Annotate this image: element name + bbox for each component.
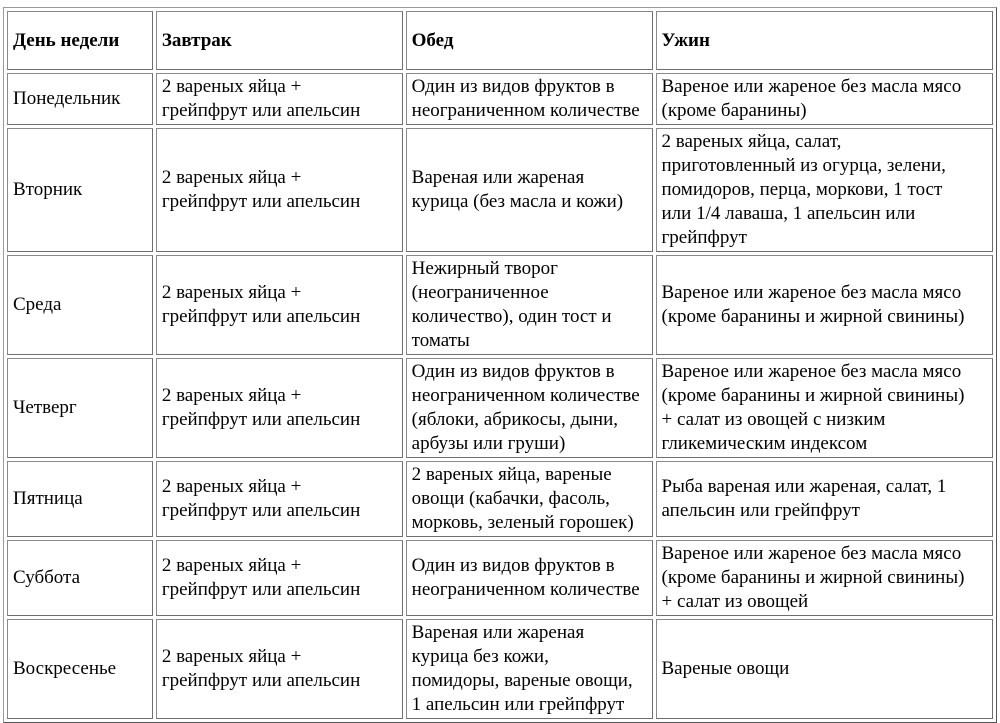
cell-line: 2 вареных яйца + <box>161 282 302 303</box>
cell-line: 2 вареных яйца + <box>161 385 302 406</box>
cell-line: Рыба вареная или жареная, салат, 1 <box>661 476 947 497</box>
cell-line: грейпфрут или апельсин <box>161 306 361 327</box>
cell-line: Вареное или жареное без масла мясо <box>661 282 962 303</box>
cell-line: гликемическим индексом <box>661 433 868 454</box>
header-day: День недели <box>7 11 153 70</box>
cell-line: (неограниченное <box>411 282 549 303</box>
cell-day: Воскресенье <box>7 619 153 719</box>
cell-line: Вареная или жареная <box>411 167 585 188</box>
cell-line: курица без кожи, <box>411 646 549 667</box>
cell-line: (кроме баранины и жирной свинины) <box>661 385 965 406</box>
cell-line: 1 апельсин или грейпфрут <box>411 694 625 715</box>
cell-breakfast <box>156 255 403 355</box>
cell-line: Один из видов фруктов в <box>411 76 615 97</box>
cell-line: Вареное или жареное без масла мясо <box>661 543 962 564</box>
cell-dinner <box>656 255 994 355</box>
cell-line: грейпфрут или апельсин <box>161 500 361 521</box>
cell-line: (кроме баранины и жирной свинины) <box>661 567 965 588</box>
diet-menu-table <box>3 7 997 723</box>
table-header-row <box>7 11 993 70</box>
cell-day: Понедельник <box>7 73 153 125</box>
table-row <box>7 619 993 719</box>
table-row <box>7 358 993 458</box>
cell-line: 2 вареных яйца, вареные <box>411 464 612 485</box>
cell-line: помидоры, вареные овощи, <box>411 670 633 691</box>
cell-line: Вареное или жареное без масла мясо <box>661 76 962 97</box>
cell-breakfast <box>156 358 403 458</box>
cell-line: Вареное или жареное без масла мясо <box>661 361 962 382</box>
cell-breakfast <box>156 540 403 616</box>
header-dinner: Ужин <box>656 11 994 70</box>
cell-line: грейпфрут или апельсин <box>161 191 361 212</box>
cell-line: неограниченном количестве <box>411 100 640 121</box>
cell-line: (кроме баранины и жирной свинины) <box>661 306 965 327</box>
cell-dinner <box>656 540 994 616</box>
cell-line: арбузы или груши) <box>411 433 566 454</box>
cell-day: Пятница <box>7 461 153 537</box>
table-row <box>7 73 993 125</box>
cell-line: количество), один тост и <box>411 306 612 327</box>
cell-lunch <box>406 128 653 252</box>
cell-day: Суббота <box>7 540 153 616</box>
cell-day: Вторник <box>7 128 153 252</box>
cell-breakfast <box>156 128 403 252</box>
cell-line: помидоров, перца, моркови, 1 тост <box>661 179 943 200</box>
cell-day: Четверг <box>7 358 153 458</box>
cell-line: неограниченном количестве <box>411 385 640 406</box>
cell-line: грейпфрут или апельсин <box>161 670 361 691</box>
cell-line: Вареная или жареная <box>411 622 585 643</box>
table-body <box>7 73 993 719</box>
table-row <box>7 540 993 616</box>
cell-line: 2 вареных яйца + <box>161 167 302 188</box>
cell-dinner <box>656 619 994 719</box>
table-row <box>7 461 993 537</box>
cell-line: грейпфрут или апельсин <box>161 579 361 600</box>
table-row <box>7 255 993 355</box>
cell-line: 2 вареных яйца + <box>161 646 302 667</box>
cell-line: 2 вареных яйца + <box>161 76 302 97</box>
cell-line: овощи (кабачки, фасоль, <box>411 488 610 509</box>
cell-line: (яблоки, абрикосы, дыни, <box>411 409 619 430</box>
cell-day: Среда <box>7 255 153 355</box>
cell-line: грейпфрут или апельсин <box>161 409 361 430</box>
cell-line: томаты <box>411 330 470 351</box>
cell-dinner <box>656 461 994 537</box>
cell-line: + салат из овощей <box>661 591 809 612</box>
cell-line: грейпфрут или апельсин <box>161 100 361 121</box>
cell-breakfast <box>156 73 403 125</box>
cell-line: неограниченном количестве <box>411 579 640 600</box>
cell-lunch <box>406 540 653 616</box>
header-lunch: Обед <box>406 11 653 70</box>
cell-line: апельсин или грейпфрут <box>661 500 860 521</box>
cell-line: Нежирный творог <box>411 258 558 279</box>
cell-line: Один из видов фруктов в <box>411 361 615 382</box>
cell-lunch <box>406 619 653 719</box>
header-breakfast: Завтрак <box>156 11 403 70</box>
cell-line: (кроме баранины) <box>661 100 807 121</box>
cell-line: приготовленный из огурца, зелени, <box>661 155 946 176</box>
cell-breakfast <box>156 619 403 719</box>
cell-dinner <box>656 358 994 458</box>
cell-line: грейпфрут <box>661 227 747 248</box>
cell-line: + салат из овощей с низким <box>661 409 886 430</box>
cell-dinner <box>656 73 994 125</box>
cell-line: Вареные овощи <box>661 658 790 679</box>
cell-line: 2 вареных яйца, салат, <box>661 131 842 152</box>
table-row <box>7 128 993 252</box>
cell-line: или 1/4 лаваша, 1 апельсин или <box>661 203 916 224</box>
cell-dinner <box>656 128 994 252</box>
cell-breakfast <box>156 461 403 537</box>
cell-line: 2 вареных яйца + <box>161 555 302 576</box>
cell-line: Один из видов фруктов в <box>411 555 615 576</box>
cell-lunch <box>406 358 653 458</box>
cell-line: 2 вареных яйца + <box>161 476 302 497</box>
cell-lunch <box>406 461 653 537</box>
cell-line: морковь, зеленый горошек) <box>411 512 634 533</box>
cell-lunch <box>406 255 653 355</box>
cell-lunch <box>406 73 653 125</box>
cell-line: курица (без масла и кожи) <box>411 191 624 212</box>
